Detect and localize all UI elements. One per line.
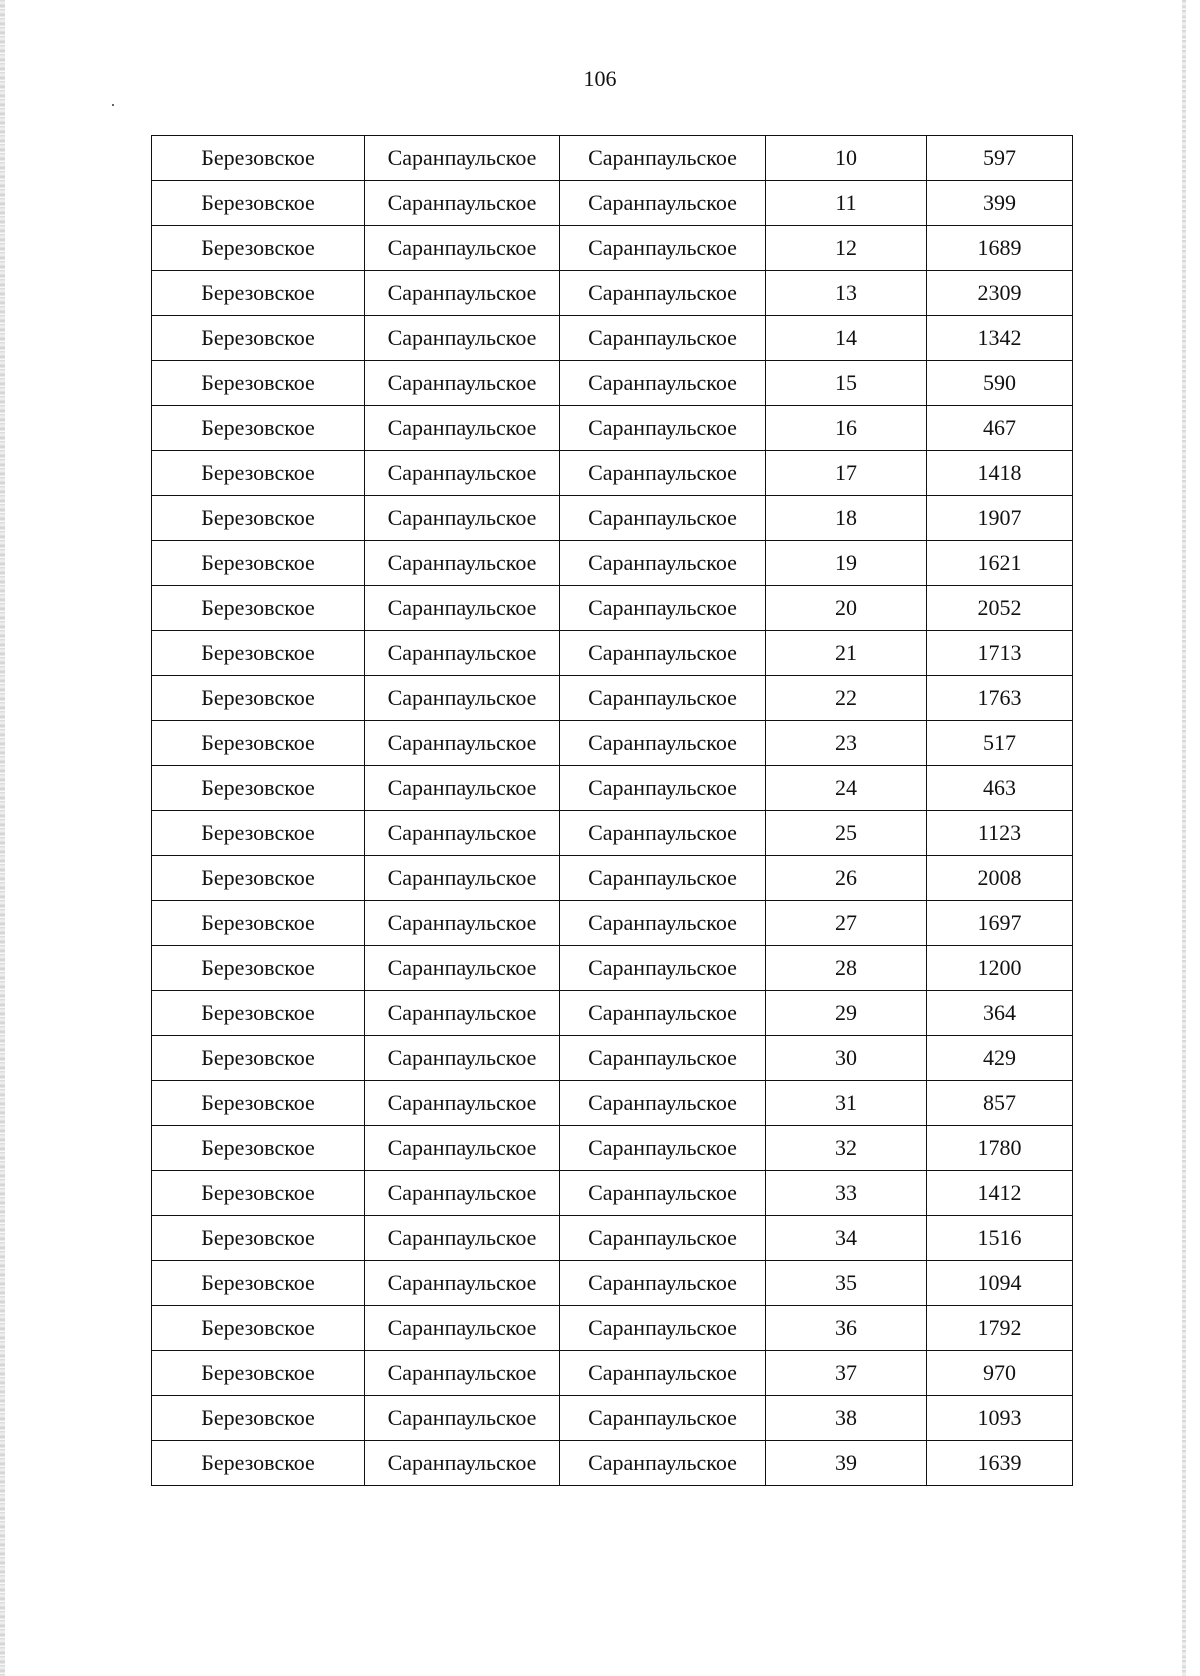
precinct-number-cell: 11: [766, 181, 927, 226]
value-cell: 970: [927, 1351, 1073, 1396]
locality-cell: Саранпаульское: [560, 541, 766, 586]
value-cell: 467: [927, 406, 1073, 451]
table-row: [152, 1126, 1073, 1171]
settlement-cell: Саранпаульское: [365, 946, 560, 991]
settlement-cell: Саранпаульское: [365, 1306, 560, 1351]
value-cell: 1200: [927, 946, 1073, 991]
locality-cell: Саранпаульское: [560, 811, 766, 856]
value-cell: 590: [927, 361, 1073, 406]
district-cell: Березовское: [152, 136, 365, 181]
precinct-number-cell: 19: [766, 541, 927, 586]
value-cell: 463: [927, 766, 1073, 811]
locality-cell: Саранпаульское: [560, 856, 766, 901]
locality-cell: Саранпаульское: [560, 361, 766, 406]
precinct-number-cell: 35: [766, 1261, 927, 1306]
district-cell: Березовское: [152, 226, 365, 271]
district-cell: Березовское: [152, 1306, 365, 1351]
value-cell: 1713: [927, 631, 1073, 676]
settlement-cell: Саранпаульское: [365, 811, 560, 856]
precinct-number-cell: 12: [766, 226, 927, 271]
precinct-number-cell: 22: [766, 676, 927, 721]
settlement-cell: Саранпаульское: [365, 1036, 560, 1081]
data-table: [151, 135, 1073, 1486]
precinct-number-cell: 39: [766, 1441, 927, 1486]
district-cell: Березовское: [152, 1036, 365, 1081]
settlement-cell: Саранпаульское: [365, 1126, 560, 1171]
precinct-number-cell: 17: [766, 451, 927, 496]
locality-cell: Саранпаульское: [560, 1396, 766, 1441]
table-body: [152, 136, 1073, 1486]
table-row: [152, 226, 1073, 271]
table-row: [152, 496, 1073, 541]
table-row: [152, 406, 1073, 451]
value-cell: 429: [927, 1036, 1073, 1081]
district-cell: Березовское: [152, 856, 365, 901]
district-cell: Березовское: [152, 676, 365, 721]
precinct-number-cell: 27: [766, 901, 927, 946]
settlement-cell: Саранпаульское: [365, 181, 560, 226]
table-row: [152, 271, 1073, 316]
settlement-cell: Саранпаульское: [365, 136, 560, 181]
district-cell: Березовское: [152, 766, 365, 811]
precinct-number-cell: 36: [766, 1306, 927, 1351]
locality-cell: Саранпаульское: [560, 721, 766, 766]
locality-cell: Саранпаульское: [560, 136, 766, 181]
district-cell: Березовское: [152, 1216, 365, 1261]
district-cell: Березовское: [152, 811, 365, 856]
locality-cell: Саранпаульское: [560, 496, 766, 541]
settlement-cell: Саранпаульское: [365, 451, 560, 496]
locality-cell: Саранпаульское: [560, 631, 766, 676]
table-row: [152, 901, 1073, 946]
precinct-number-cell: 21: [766, 631, 927, 676]
locality-cell: Саранпаульское: [560, 1216, 766, 1261]
district-cell: Березовское: [152, 1396, 365, 1441]
locality-cell: Саранпаульское: [560, 1081, 766, 1126]
value-cell: 2309: [927, 271, 1073, 316]
district-cell: Березовское: [152, 721, 365, 766]
table-row: [152, 1036, 1073, 1081]
settlement-cell: Саранпаульское: [365, 721, 560, 766]
locality-cell: Саранпаульское: [560, 181, 766, 226]
precinct-number-cell: 18: [766, 496, 927, 541]
page-number: 106: [583, 66, 617, 91]
settlement-cell: Саранпаульское: [365, 316, 560, 361]
district-cell: Березовское: [152, 541, 365, 586]
locality-cell: Саранпаульское: [560, 766, 766, 811]
district-cell: Березовское: [152, 1171, 365, 1216]
table-row: [152, 1081, 1073, 1126]
settlement-cell: Саранпаульское: [365, 1351, 560, 1396]
locality-cell: Саранпаульское: [560, 406, 766, 451]
table-row: [152, 586, 1073, 631]
value-cell: 1412: [927, 1171, 1073, 1216]
table-row: [152, 136, 1073, 181]
locality-cell: Саранпаульское: [560, 1261, 766, 1306]
settlement-cell: Саранпаульское: [365, 1396, 560, 1441]
district-cell: Березовское: [152, 181, 365, 226]
scan-edge-left: [0, 0, 5, 1676]
table-row: [152, 316, 1073, 361]
settlement-cell: Саранпаульское: [365, 991, 560, 1036]
precinct-number-cell: 24: [766, 766, 927, 811]
district-cell: Березовское: [152, 586, 365, 631]
settlement-cell: Саранпаульское: [365, 361, 560, 406]
value-cell: 1780: [927, 1126, 1073, 1171]
locality-cell: Саранпаульское: [560, 1306, 766, 1351]
locality-cell: Саранпаульское: [560, 1171, 766, 1216]
value-cell: 399: [927, 181, 1073, 226]
value-cell: 1621: [927, 541, 1073, 586]
settlement-cell: Саранпаульское: [365, 541, 560, 586]
value-cell: 517: [927, 721, 1073, 766]
precinct-number-cell: 25: [766, 811, 927, 856]
table-row: [152, 946, 1073, 991]
table-row: [152, 991, 1073, 1036]
table-row: [152, 676, 1073, 721]
table-row: [152, 631, 1073, 676]
table-row: [152, 1306, 1073, 1351]
precinct-number-cell: 34: [766, 1216, 927, 1261]
settlement-cell: Саранпаульское: [365, 496, 560, 541]
district-cell: Березовское: [152, 631, 365, 676]
district-cell: Березовское: [152, 1441, 365, 1486]
locality-cell: Саранпаульское: [560, 1441, 766, 1486]
precinct-number-cell: 30: [766, 1036, 927, 1081]
locality-cell: Саранпаульское: [560, 676, 766, 721]
value-cell: 1697: [927, 901, 1073, 946]
value-cell: 1342: [927, 316, 1073, 361]
value-cell: 1123: [927, 811, 1073, 856]
district-cell: Березовское: [152, 271, 365, 316]
locality-cell: Саранпаульское: [560, 1036, 766, 1081]
district-cell: Березовское: [152, 901, 365, 946]
locality-cell: Саранпаульское: [560, 451, 766, 496]
settlement-cell: Саранпаульское: [365, 226, 560, 271]
district-cell: Березовское: [152, 1081, 365, 1126]
precinct-number-cell: 13: [766, 271, 927, 316]
value-cell: 2052: [927, 586, 1073, 631]
precinct-number-cell: 23: [766, 721, 927, 766]
value-cell: 1792: [927, 1306, 1073, 1351]
table-row: [152, 721, 1073, 766]
locality-cell: Саранпаульское: [560, 1126, 766, 1171]
table-row: [152, 1261, 1073, 1306]
value-cell: 1418: [927, 451, 1073, 496]
precinct-number-cell: 33: [766, 1171, 927, 1216]
value-cell: 1689: [927, 226, 1073, 271]
district-cell: Березовское: [152, 451, 365, 496]
table-row: [152, 811, 1073, 856]
table-row: [152, 361, 1073, 406]
precinct-number-cell: 26: [766, 856, 927, 901]
settlement-cell: Саранпаульское: [365, 901, 560, 946]
district-cell: Березовское: [152, 1261, 365, 1306]
locality-cell: Саранпаульское: [560, 271, 766, 316]
settlement-cell: Саранпаульское: [365, 1081, 560, 1126]
settlement-cell: Саранпаульское: [365, 1171, 560, 1216]
locality-cell: Саранпаульское: [560, 226, 766, 271]
settlement-cell: Саранпаульское: [365, 676, 560, 721]
value-cell: 1093: [927, 1396, 1073, 1441]
value-cell: 1907: [927, 496, 1073, 541]
precinct-number-cell: 28: [766, 946, 927, 991]
precinct-number-cell: 37: [766, 1351, 927, 1396]
precinct-number-cell: 14: [766, 316, 927, 361]
table-row: [152, 766, 1073, 811]
table-row: [152, 541, 1073, 586]
table-row: [152, 856, 1073, 901]
settlement-cell: Саранпаульское: [365, 586, 560, 631]
scan-speck: [112, 104, 114, 106]
scan-edge-right: [1182, 0, 1186, 1676]
table-row: [152, 451, 1073, 496]
settlement-cell: Саранпаульское: [365, 1441, 560, 1486]
precinct-number-cell: 15: [766, 361, 927, 406]
table-row: [152, 1171, 1073, 1216]
precinct-number-cell: 20: [766, 586, 927, 631]
district-cell: Березовское: [152, 946, 365, 991]
value-cell: 1516: [927, 1216, 1073, 1261]
locality-cell: Саранпаульское: [560, 1351, 766, 1396]
settlement-cell: Саранпаульское: [365, 631, 560, 676]
value-cell: 1639: [927, 1441, 1073, 1486]
district-cell: Березовское: [152, 406, 365, 451]
settlement-cell: Саранпаульское: [365, 766, 560, 811]
settlement-cell: Саранпаульское: [365, 271, 560, 316]
precinct-number-cell: 10: [766, 136, 927, 181]
settlement-cell: Саранпаульское: [365, 1216, 560, 1261]
district-cell: Березовское: [152, 991, 365, 1036]
district-cell: Березовское: [152, 361, 365, 406]
precinct-number-cell: 31: [766, 1081, 927, 1126]
value-cell: 597: [927, 136, 1073, 181]
locality-cell: Саранпаульское: [560, 586, 766, 631]
table-row: [152, 1396, 1073, 1441]
district-cell: Березовское: [152, 496, 365, 541]
value-cell: 857: [927, 1081, 1073, 1126]
value-cell: 364: [927, 991, 1073, 1036]
settlement-cell: Саранпаульское: [365, 856, 560, 901]
table-row: [152, 181, 1073, 226]
table-row: [152, 1351, 1073, 1396]
precinct-number-cell: 38: [766, 1396, 927, 1441]
locality-cell: Саранпаульское: [560, 316, 766, 361]
precinct-number-cell: 29: [766, 991, 927, 1036]
value-cell: 1094: [927, 1261, 1073, 1306]
locality-cell: Саранпаульское: [560, 901, 766, 946]
table-row: [152, 1441, 1073, 1486]
precinct-number-cell: 16: [766, 406, 927, 451]
settlement-cell: Саранпаульское: [365, 406, 560, 451]
table-row: [152, 1216, 1073, 1261]
district-cell: Березовское: [152, 1126, 365, 1171]
value-cell: 1763: [927, 676, 1073, 721]
locality-cell: Саранпаульское: [560, 991, 766, 1036]
district-cell: Березовское: [152, 1351, 365, 1396]
locality-cell: Саранпаульское: [560, 946, 766, 991]
settlement-cell: Саранпаульское: [365, 1261, 560, 1306]
precinct-number-cell: 32: [766, 1126, 927, 1171]
district-cell: Березовское: [152, 316, 365, 361]
value-cell: 2008: [927, 856, 1073, 901]
